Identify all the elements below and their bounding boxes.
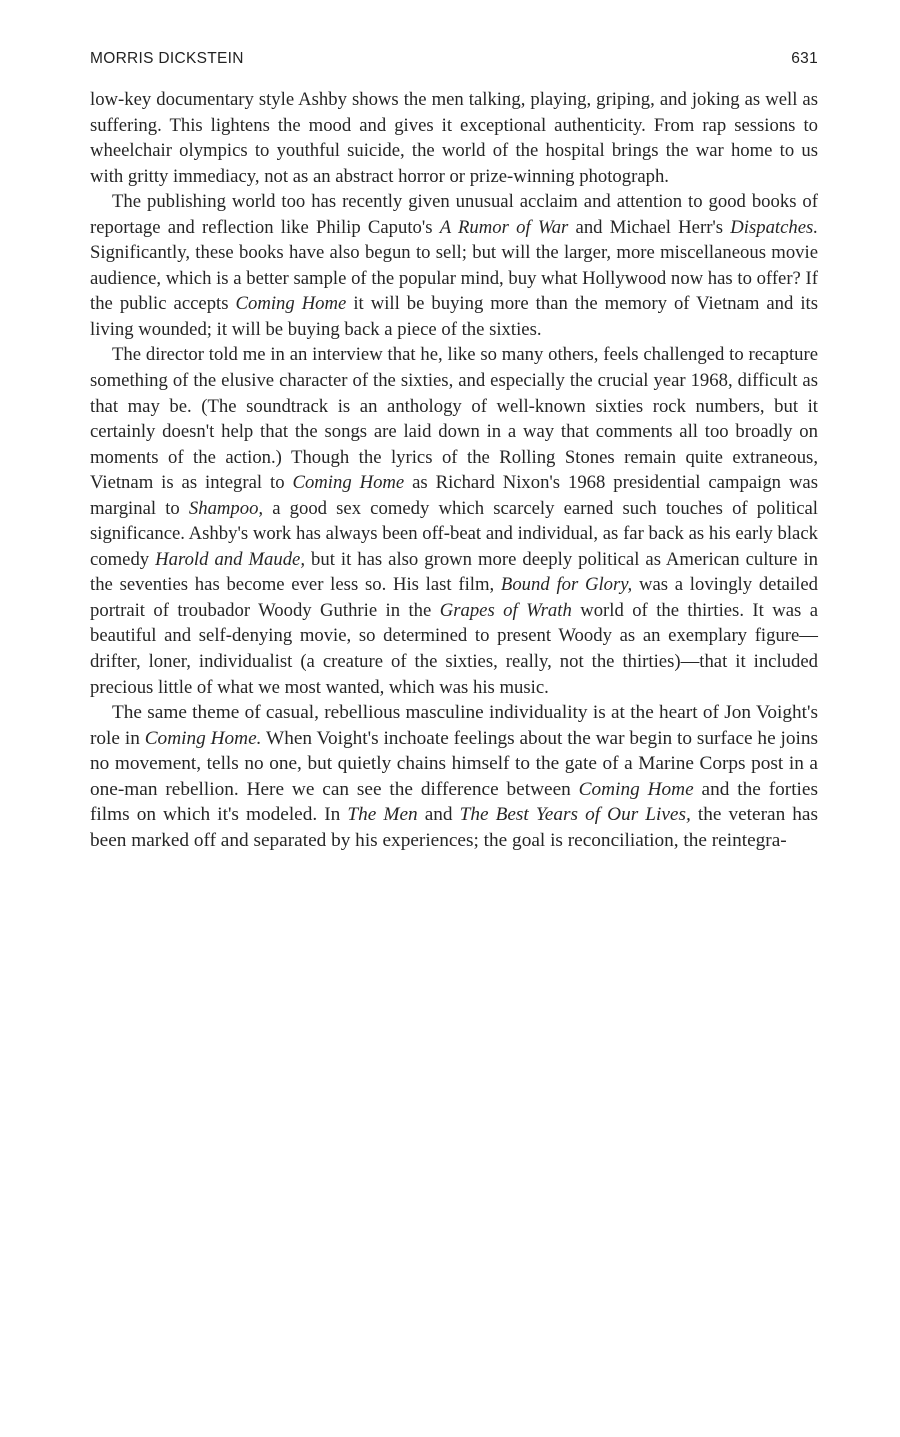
- text-run: and Michael Herr's: [568, 216, 731, 238]
- text-run: The director told me in an interview that he, like so many others, feels challenged to recapture something of the elusive character of the sixties, and especially the crucial year 1968, difficult as that may be. (The soundtrack is an anthology of well-known sixties rock numbers, but it certainly doesn't help that the songs are laid down in a way that comments all too broadly on moments of the action.) Though the lyrics of the Rolling Stones remain quite extraneous, Vietnam is as integral to: [90, 344, 818, 494]
- text-run: but it has also grown more deeply political as American culture in the seventies has become ever less so. His last film,: [90, 548, 818, 596]
- paragraph: [90, 700, 818, 853]
- text-run: Significantly, these books have also begun to sell; but will the larger, more miscellaneous movie audience, which is a better sample of the popular mind, buy what Hollywood now has to offer? If the public accepts: [90, 242, 818, 315]
- italic-title-run: Grapes of Wrath: [439, 599, 572, 621]
- text-run: as Richard Nixon's 1968 presidential campaign was marginal to: [90, 472, 819, 519]
- italic-title-run: Harold and Maude,: [155, 548, 306, 570]
- italic-title-run: A Rumor of War: [439, 216, 569, 238]
- text-run: a good sex comedy which scarcely earned such touches of political significance. Ashby's work has always been off-beat and individual, as far back as his early black comedy: [90, 497, 818, 570]
- italic-title-run: Shampoo,: [188, 497, 264, 519]
- paragraph: [90, 342, 818, 700]
- italic-title-run: The Men: [347, 804, 418, 826]
- text-run: The publishing world too has recently given unusual acclaim and attention to good books of reportage and reflection like Philip Caputo's: [90, 191, 818, 238]
- paragraph: [90, 87, 818, 189]
- text-run: the veteran has been marked off and separated by his experiences; the goal is reconciliation, the reintegra-: [90, 804, 818, 851]
- body-text: [90, 87, 818, 853]
- italic-title-run: Coming Home.: [144, 727, 262, 749]
- page-number: 631: [791, 50, 818, 67]
- text-run: The same theme of casual, rebellious masculine individuality is at the heart of Jon Voight's role in: [90, 702, 818, 749]
- running-head: [90, 50, 818, 74]
- paragraph: [90, 189, 818, 342]
- text-run: low-key documentary style Ashby shows the men talking, playing, griping, and joking as well as suffering. This lightens the mood and gives it exceptional authenticity. From rap sessions to wheelchair olympics to youthful suicide, the world of the hospital brings the war home to us with gritty immediacy, not as an abstract horror or prize-winning photograph.: [90, 89, 818, 187]
- text-run: When Voight's inchoate feelings about the war begin to surface he joins no movement, tells no one, but quietly chains himself to the gate of a Marine Corps post in a one-man rebellion. Here we can see the difference between: [90, 727, 818, 800]
- italic-title-run: Dispatches.: [730, 216, 818, 238]
- running-head-author: MORRIS DICKSTEIN: [90, 50, 244, 67]
- italic-title-run: Bound for Glory,: [500, 574, 633, 596]
- italic-title-run: Coming Home: [578, 778, 694, 800]
- text-run: it will be buying more than the memory of Vietnam and its living wounded; it will be buying back a piece of the sixties.: [90, 293, 819, 340]
- text-run: was a lovingly detailed portrait of troubador Woody Guthrie in the: [90, 574, 818, 621]
- text-run: and the forties films on which it's modeled. In: [90, 778, 818, 826]
- text-run: and: [417, 804, 460, 826]
- italic-title-run: Coming Home: [292, 472, 405, 494]
- italic-title-run: The Best Years of Our Lives,: [459, 804, 691, 826]
- italic-title-run: Coming Home: [235, 293, 347, 315]
- text-run: world of the thirties. It was a beautiful and self-denying movie, so determined to present Woody as an exemplary figure—drifter, loner, individualist (a creature of the sixties, really, not the thirties)—that it included precious little of what we most wanted, which was his music.: [90, 599, 819, 698]
